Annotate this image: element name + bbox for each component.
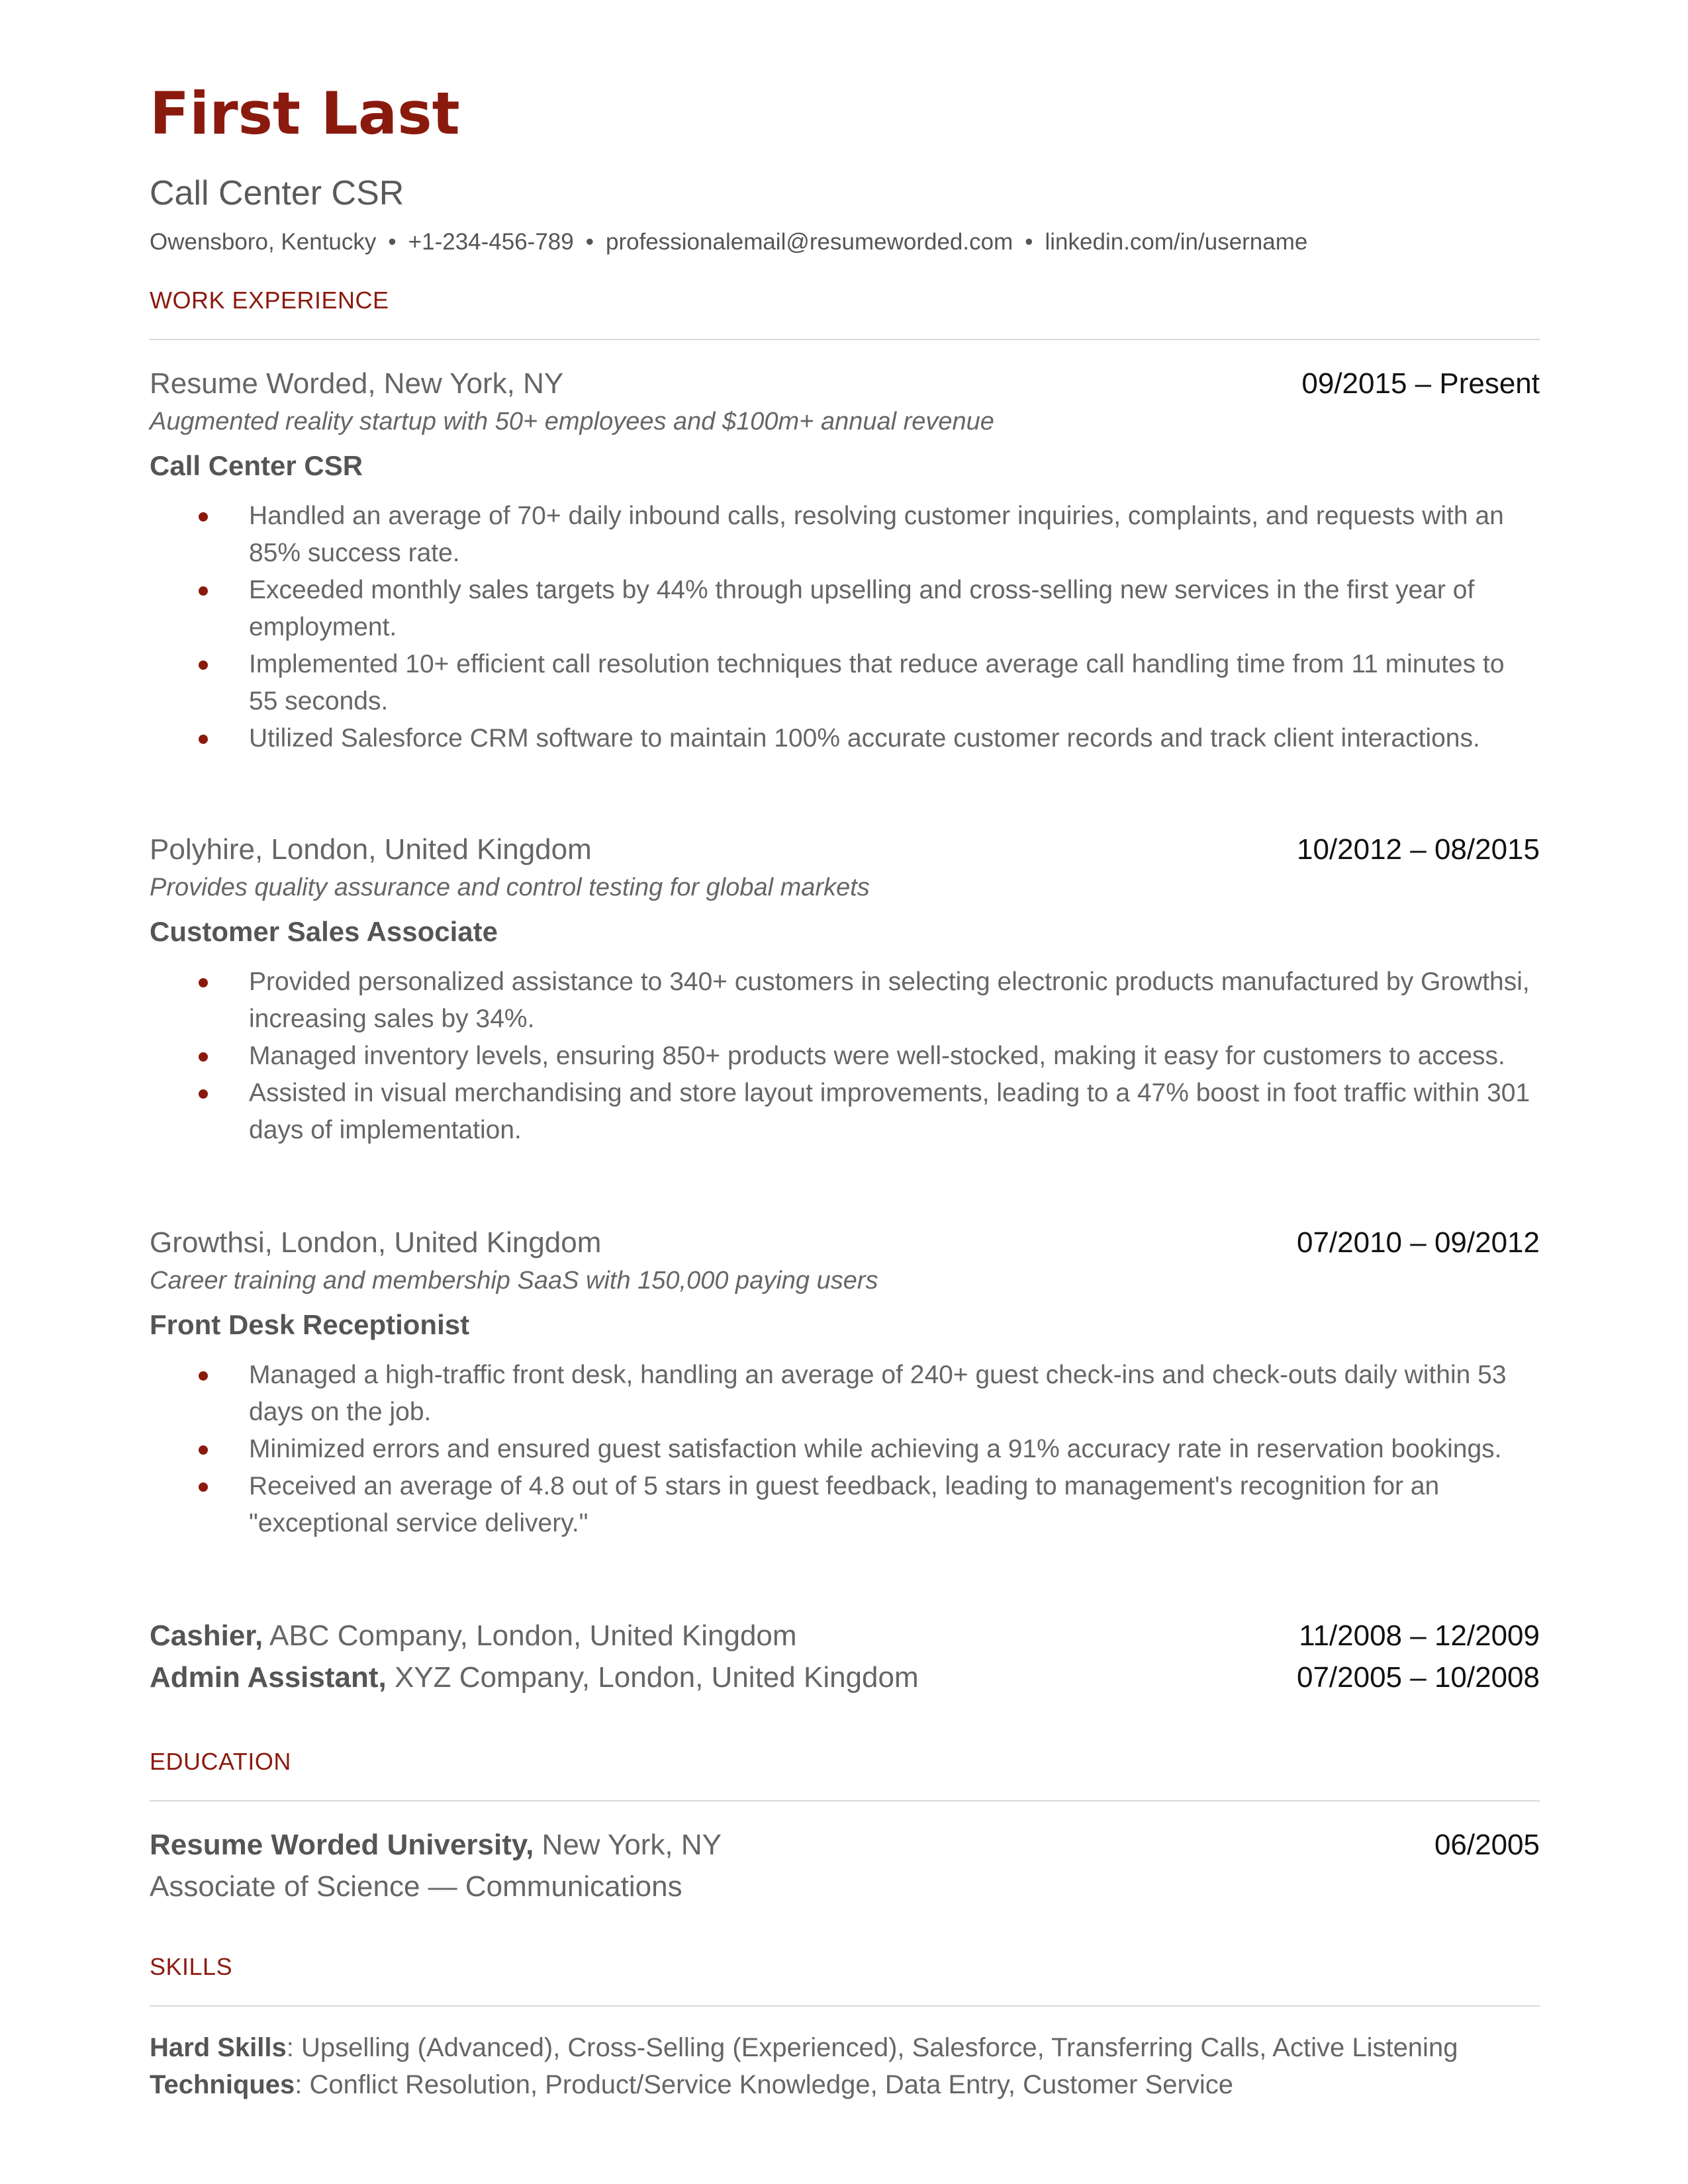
education-date: 06/2005 — [1434, 1829, 1540, 1861]
other-job-row — [150, 1663, 1540, 1692]
separator-dot: • — [388, 229, 397, 255]
bullet-text: Received an average of 4.8 out of 5 stars in guest feedback, leading to management's recognition for an "exceptional service delivery." — [249, 1472, 1440, 1537]
job-role: Front Desk Receptionist — [150, 1309, 470, 1340]
skills-line-hard — [150, 2034, 1458, 2061]
bullet-text: Utilized Salesforce CRM software to maintain 100% accurate customer records and track client interactions. — [249, 724, 1480, 752]
bullet-item — [150, 1075, 1540, 1149]
job-bullets — [150, 964, 1540, 1149]
contact-email[interactable]: professionalemail@resumeworded.com — [606, 229, 1013, 255]
other-job-dates: 07/2005 – 10/2008 — [1296, 1661, 1540, 1694]
bullet-text: Managed inventory levels, ensuring 850+ products were well-stocked, making it easy for customers to access. — [249, 1042, 1505, 1070]
bullet-dot — [199, 512, 208, 522]
candidate-name: First Last — [150, 79, 460, 148]
bullet-dot — [199, 1089, 208, 1099]
bullet-item — [150, 1357, 1540, 1431]
contact-linkedin[interactable]: linkedin.com/in/username — [1045, 229, 1308, 255]
education-row — [150, 1831, 1540, 1860]
section-title-education: EDUCATION — [150, 1748, 291, 1775]
bullet-text: Handled an average of 70+ daily inbound calls, resolving customer inquiries, complaints, and requests with an 85% success rate. — [249, 502, 1504, 567]
job-dates: 07/2010 – 09/2012 — [1296, 1226, 1540, 1259]
bullet-item — [150, 1468, 1540, 1542]
bullet-item — [150, 646, 1540, 720]
bullet-item — [150, 1431, 1540, 1468]
bullet-item — [150, 964, 1540, 1038]
section-title-work: WORK EXPERIENCE — [150, 287, 389, 314]
job-header — [150, 369, 1540, 398]
bullet-item — [150, 720, 1540, 757]
candidate-headline: Call Center CSR — [150, 174, 404, 212]
bullet-text: Managed a high-traffic front desk, handling an average of 240+ guest check-ins and check-outs daily within 53 days on the job. — [249, 1361, 1507, 1426]
section-divider — [150, 339, 1540, 340]
bullet-item — [150, 572, 1540, 646]
bullet-text: Provided personalized assistance to 340+ customers in selecting electronic products manufactured by Growthsi, increasing sales by 34%. — [249, 968, 1530, 1033]
job-description: Augmented reality startup with 50+ employees and $100m+ annual revenue — [150, 408, 994, 435]
bullet-dot — [199, 1052, 208, 1062]
contact-line — [150, 230, 1307, 253]
bullet-text: Exceeded monthly sales targets by 44% through upselling and cross-selling new services in the first year of employment. — [249, 576, 1475, 641]
separator-dot: • — [1025, 229, 1033, 255]
other-job-company: ABC Company, London, United Kingdom — [263, 1619, 797, 1652]
contact-location: Owensboro, Kentucky — [150, 229, 377, 255]
skills-values: : Conflict Resolution, Product/Service Knowledge, Data Entry, Customer Service — [295, 2070, 1233, 2099]
bullet-dot — [199, 660, 208, 670]
job-company: Growthsi, London, United Kingdom — [150, 1226, 602, 1259]
other-job-role: Admin Assistant, — [150, 1661, 387, 1694]
other-job-text — [150, 1661, 919, 1694]
education-location: New York, NY — [534, 1829, 722, 1861]
bullet-dot — [199, 1371, 208, 1381]
bullet-item — [150, 498, 1540, 572]
education-school-line — [150, 1829, 722, 1861]
skills-line-techniques — [150, 2071, 1233, 2098]
skills-values: : Upselling (Advanced), Cross-Selling (Experienced), Salesforce, Transferring Calls, Active Listening — [286, 2033, 1458, 2062]
bullet-dot — [199, 1482, 208, 1492]
separator-dot: • — [585, 229, 594, 255]
bullet-text: Minimized errors and ensured guest satisfaction while achieving a 91% accuracy rate in reservation bookings. — [249, 1435, 1502, 1463]
section-divider — [150, 1800, 1540, 1801]
job-dates: 09/2015 – Present — [1301, 367, 1540, 400]
education-school: Resume Worded University, — [150, 1829, 534, 1861]
bullet-dot — [199, 978, 208, 987]
bullet-dot — [199, 735, 208, 744]
job-header — [150, 1228, 1540, 1257]
other-job-row — [150, 1621, 1540, 1651]
section-title-skills: SKILLS — [150, 1953, 233, 1980]
bullet-dot — [199, 1445, 208, 1455]
other-job-role: Cashier, — [150, 1619, 263, 1652]
skills-label: Hard Skills — [150, 2033, 287, 2062]
job-dates: 10/2012 – 08/2015 — [1296, 833, 1540, 866]
other-job-text — [150, 1619, 797, 1652]
job-bullets — [150, 1357, 1540, 1542]
job-role: Call Center CSR — [150, 450, 363, 481]
bullet-text: Implemented 10+ efficient call resolution techniques that reduce average call handling time from 11 minutes to 55 seconds. — [249, 650, 1505, 715]
bullet-item — [150, 1038, 1540, 1075]
skills-label: Techniques — [150, 2070, 295, 2099]
job-role: Customer Sales Associate — [150, 916, 498, 947]
job-description: Career training and membership SaaS with 150,000 paying users — [150, 1267, 878, 1295]
section-divider — [150, 2005, 1540, 2007]
job-company: Resume Worded, New York, NY — [150, 367, 564, 400]
job-bullets — [150, 498, 1540, 757]
job-company: Polyhire, London, United Kingdom — [150, 833, 592, 866]
job-header — [150, 835, 1540, 864]
job-description: Provides quality assurance and control testing for global markets — [150, 874, 870, 901]
education-degree-row — [150, 1872, 1540, 1901]
bullet-dot — [199, 586, 208, 596]
education-degree: Associate of Science — Communications — [150, 1870, 682, 1903]
contact-phone: +1-234-456-789 — [408, 229, 574, 255]
other-job-company: XYZ Company, London, United Kingdom — [386, 1661, 919, 1694]
other-job-dates: 11/2008 – 12/2009 — [1299, 1619, 1540, 1652]
bullet-text: Assisted in visual merchandising and store layout improvements, leading to a 47% boost in foot traffic within 301 days of implementation. — [249, 1079, 1530, 1144]
